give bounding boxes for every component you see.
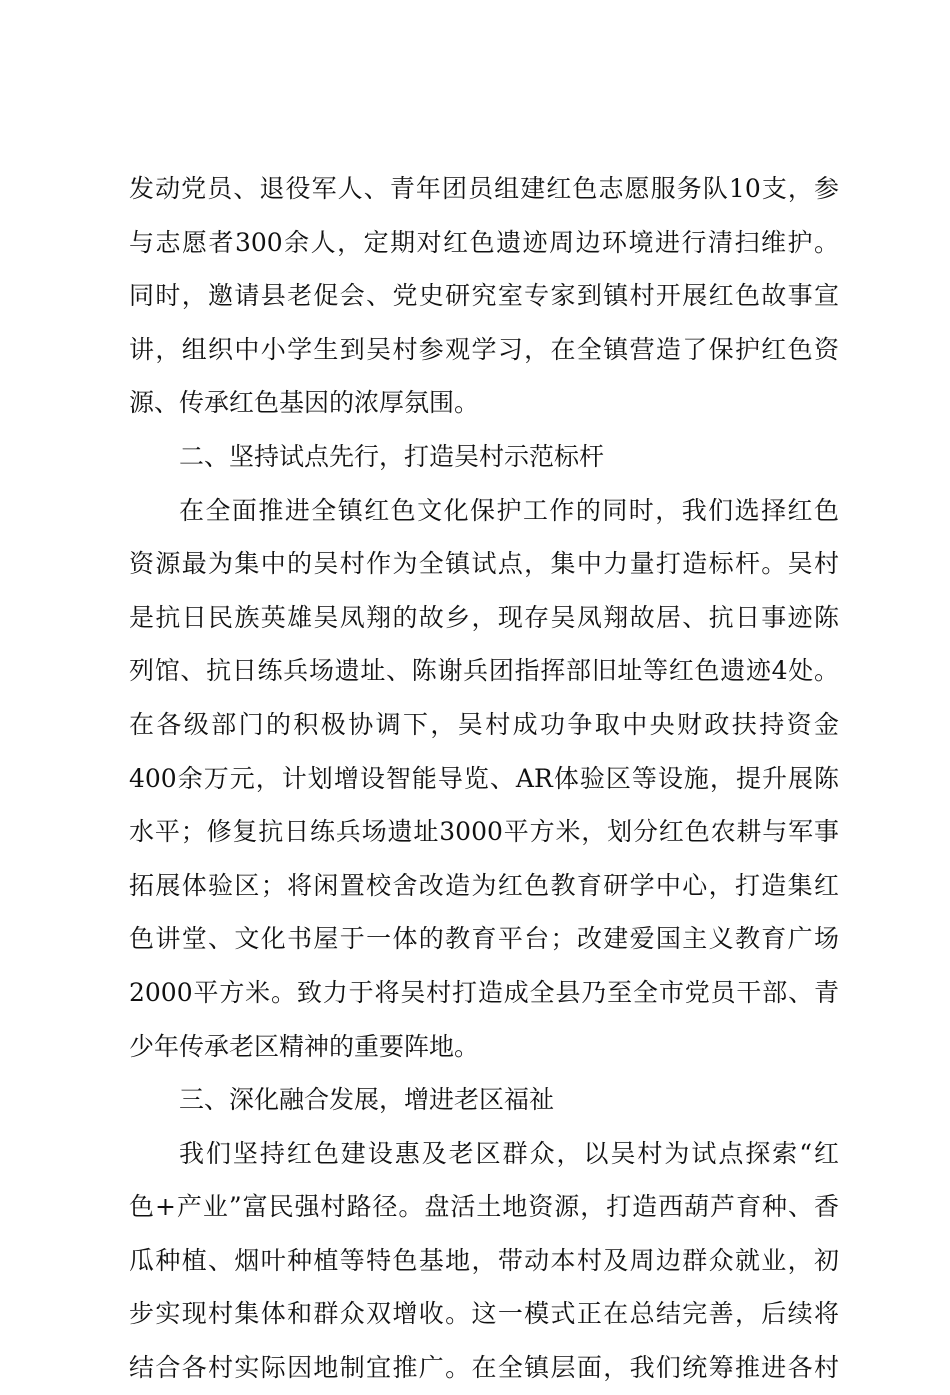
text-line: 2000平方米。致力于将吴村打造成全县乃至全市党员干部、青 (129, 977, 839, 1007)
text-line: 发动党员、退役军人、青年团员组建红色志愿服务队10支，参 (129, 174, 839, 203)
text-line: 步实现村集体和群众双增收。这一模式正在总结完善，后续将 (129, 1299, 839, 1329)
text-line: 我们坚持红色建设惠及老区群众，以吴村为试点探索“红 (179, 1138, 839, 1168)
text-line: 拓展体验区；将闲置校舍改造为红色教育研学中心，打造集红 (129, 870, 839, 900)
text-line: 色讲堂、文化书屋于一体的教育平台；改建爱国主义教育广场 (129, 924, 839, 954)
text-line: 在各级部门的积极协调下，吴村成功争取中央财政扶持资金 (129, 709, 839, 739)
text-line: 二、坚持试点先行，打造吴村示范标杆 (179, 441, 605, 471)
text-line: 是抗日民族英雄吴凤翔的故乡，现存吴凤翔故居、抗日事迹陈 (129, 602, 839, 632)
text-line: 讲，组织中小学生到吴村参观学习，在全镇营造了保护红色资 (129, 334, 839, 364)
text-line: 瓜种植、烟叶种植等特色基地，带动本村及周边群众就业，初 (129, 1245, 839, 1275)
text-line: 结合各村实际因地制宜推广。在全镇层面，我们统筹推进各村 (129, 1353, 839, 1383)
text-line: 同时，邀请县老促会、党史研究室专家到镇村开展红色故事宣 (129, 281, 839, 311)
text-line: 水平；修复抗日练兵场遗址3000平方米，划分红色农耕与军事 (129, 817, 839, 847)
document-body (129, 162, 839, 1395)
text-line: 色+产业”富民强村路径。盘活土地资源，打造西葫芦育种、香 (129, 1192, 839, 1222)
text-line: 400余万元，计划增设智能导览、AR体验区等设施，提升展陈 (129, 763, 839, 793)
text-line: 与志愿者300余人，定期对红色遗迹周边环境进行清扫维护。 (129, 227, 839, 257)
text-line: 在全面推进全镇红色文化保护工作的同时，我们选择红色 (179, 495, 839, 525)
text-line: 列馆、抗日练兵场遗址、陈谢兵团指挥部旧址等红色遗迹4处。 (129, 656, 839, 686)
text-line: 资源最为集中的吴村作为全镇试点，集中力量打造标杆。吴村 (129, 549, 839, 579)
text-line: 源、传承红色基因的浓厚氛围。 (129, 388, 480, 418)
text-line: 少年传承老区精神的重要阵地。 (129, 1031, 480, 1061)
text-line: 三、深化融合发展，增进老区福祉 (179, 1085, 555, 1115)
